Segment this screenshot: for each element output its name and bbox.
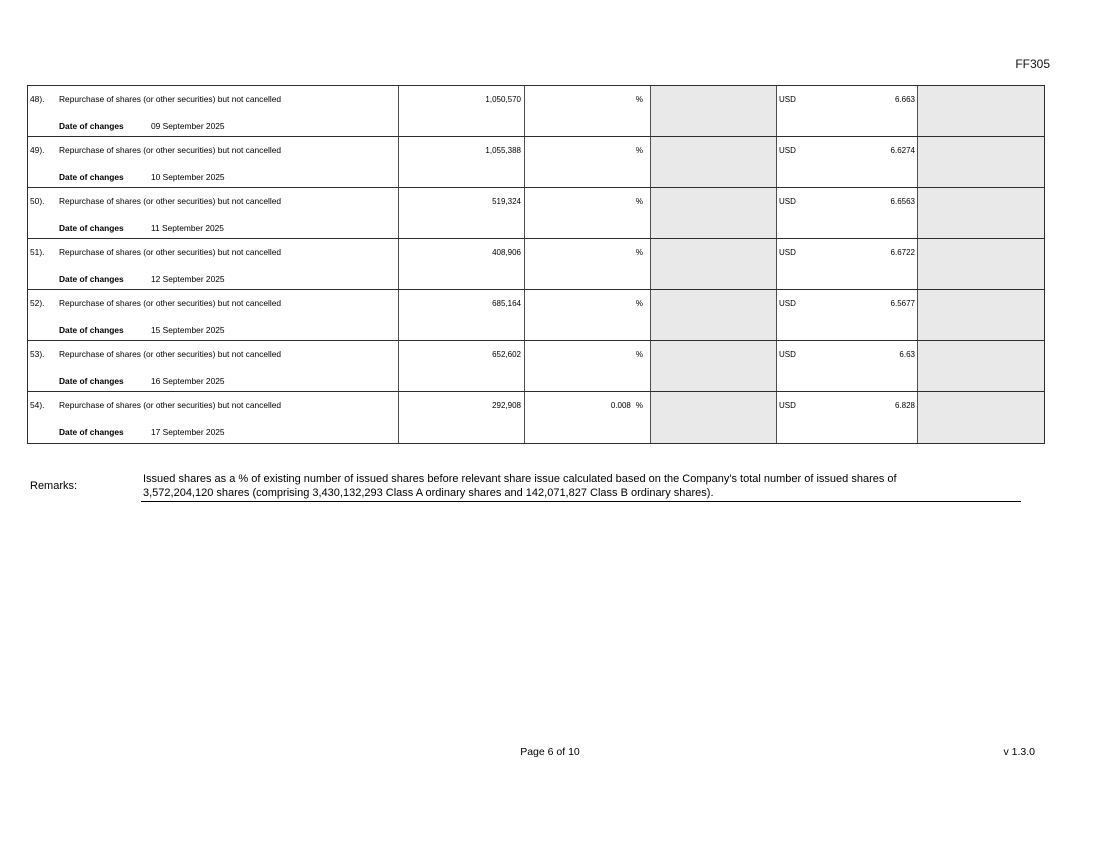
currency-code: USD	[779, 350, 796, 359]
quantity-value: 292,908	[492, 401, 521, 410]
percent-sign: %	[635, 248, 643, 257]
date-of-changes-value: 09 September 2025	[151, 121, 225, 131]
date-of-changes-value: 11 September 2025	[151, 223, 224, 233]
blank-cell	[918, 137, 1044, 187]
currency-code: USD	[779, 299, 796, 308]
date-of-changes-value: 12 September 2025	[151, 274, 225, 284]
percentage-value: 0.008	[610, 401, 631, 410]
description-cell	[28, 86, 399, 136]
table-row	[28, 86, 1044, 137]
blank-cell	[651, 188, 777, 238]
share-changes-table	[27, 85, 1045, 444]
price-cell	[777, 290, 918, 340]
quantity-cell	[399, 86, 525, 136]
date-of-changes-label: Date of changes	[59, 274, 124, 284]
date-of-changes-label: Date of changes	[59, 325, 124, 335]
description-cell	[28, 290, 399, 340]
price-cell	[777, 188, 918, 238]
quantity-value: 408,906	[492, 248, 521, 257]
blank-cell	[918, 290, 1044, 340]
row-description: Repurchase of shares (or other securities) but not cancelled	[59, 298, 282, 308]
row-number: 49).	[30, 145, 45, 155]
date-of-changes-label: Date of changes	[59, 376, 124, 386]
percentage-cell	[525, 137, 651, 187]
quantity-cell	[399, 188, 525, 238]
table-row	[28, 239, 1044, 290]
blank-cell	[651, 239, 777, 289]
date-of-changes-value: 10 September 2025	[151, 172, 225, 182]
row-description: Repurchase of shares (or other securities) but not cancelled	[59, 94, 282, 104]
price-value: 6.6563	[890, 197, 915, 206]
quantity-value: 519,324	[492, 197, 521, 206]
blank-cell	[918, 239, 1044, 289]
date-of-changes-value: 16 September 2025	[151, 376, 225, 386]
remarks-line-2: 3,572,204,120 shares (comprising 3,430,132,293 Class A ordinary shares and 142,071,827 Class B ordinary shares).	[143, 487, 714, 499]
date-of-changes-row	[59, 274, 389, 284]
price-cell	[777, 341, 918, 391]
price-cell	[777, 392, 918, 443]
price-value: 6.5677	[890, 299, 915, 308]
quantity-cell	[399, 290, 525, 340]
blank-cell	[651, 341, 777, 391]
percent-sign: %	[635, 350, 643, 359]
row-description: Repurchase of shares (or other securities) but not cancelled	[59, 349, 282, 359]
row-description: Repurchase of shares (or other securities) but not cancelled	[59, 247, 282, 257]
percent-sign: %	[635, 146, 643, 155]
row-description: Repurchase of shares (or other securities) but not cancelled	[59, 145, 282, 155]
percentage-cell	[525, 239, 651, 289]
price-value: 6.63	[899, 350, 915, 359]
price-value: 6.828	[894, 401, 915, 410]
date-of-changes-row	[59, 172, 389, 182]
currency-code: USD	[779, 197, 796, 206]
table-row	[28, 392, 1044, 443]
price-value: 6.663	[894, 95, 915, 104]
price-value: 6.6274	[890, 146, 915, 155]
quantity-cell	[399, 341, 525, 391]
price-cell	[777, 86, 918, 136]
row-number: 51).	[30, 247, 45, 257]
remarks-line-1: Issued shares as a % of existing number of issued shares before relevant share issue calculated based on the Company's total number of issued shares of	[143, 473, 897, 485]
row-number: 50).	[30, 196, 45, 206]
currency-code: USD	[779, 248, 796, 257]
percent-sign: %	[635, 95, 643, 104]
price-value: 6.6722	[890, 248, 915, 257]
remarks-label: Remarks:	[30, 480, 78, 492]
blank-cell	[651, 392, 777, 443]
description-cell	[28, 239, 399, 289]
row-number: 54).	[30, 400, 45, 410]
percent-sign: %	[635, 401, 643, 410]
row-description: Repurchase of shares (or other securities) but not cancelled	[59, 400, 282, 410]
date-of-changes-row	[59, 223, 389, 233]
blank-cell	[651, 137, 777, 187]
form-code: FF305	[1015, 57, 1050, 71]
blank-cell	[918, 392, 1044, 443]
date-of-changes-value: 15 September 2025	[151, 325, 225, 335]
table-row	[28, 290, 1044, 341]
percentage-cell	[525, 341, 651, 391]
blank-cell	[918, 341, 1044, 391]
date-of-changes-row	[59, 427, 389, 437]
description-cell	[28, 341, 399, 391]
table-row	[28, 341, 1044, 392]
quantity-value: 1,055,388	[485, 146, 521, 155]
percentage-cell	[525, 392, 651, 443]
blank-cell	[918, 188, 1044, 238]
remarks-text	[141, 472, 1021, 502]
version-label: v 1.3.0	[1003, 746, 1035, 758]
currency-code: USD	[779, 146, 796, 155]
quantity-value: 685,164	[492, 299, 521, 308]
blank-cell	[918, 86, 1044, 136]
description-cell	[28, 137, 399, 187]
price-cell	[777, 137, 918, 187]
date-of-changes-value: 17 September 2025	[151, 427, 225, 437]
row-number: 48).	[30, 94, 45, 104]
blank-cell	[651, 290, 777, 340]
date-of-changes-row	[59, 376, 389, 386]
table-row	[28, 188, 1044, 239]
quantity-cell	[399, 392, 525, 443]
date-of-changes-label: Date of changes	[59, 223, 124, 233]
description-cell	[28, 392, 399, 443]
date-of-changes-label: Date of changes	[59, 427, 124, 437]
quantity-value: 1,050,570	[485, 95, 521, 104]
quantity-cell	[399, 137, 525, 187]
row-number: 53).	[30, 349, 45, 359]
price-cell	[777, 239, 918, 289]
percentage-cell	[525, 188, 651, 238]
percentage-cell	[525, 86, 651, 136]
date-of-changes-row	[59, 325, 389, 335]
page-number: Page 6 of 10	[520, 746, 580, 758]
quantity-value: 652,602	[492, 350, 521, 359]
percent-sign: %	[635, 299, 643, 308]
currency-code: USD	[779, 401, 796, 410]
percent-sign: %	[635, 197, 643, 206]
row-description: Repurchase of shares (or other securities) but not cancelled	[59, 196, 282, 206]
row-number: 52).	[30, 298, 45, 308]
description-cell	[28, 188, 399, 238]
date-of-changes-label: Date of changes	[59, 172, 124, 182]
date-of-changes-label: Date of changes	[59, 121, 124, 131]
percentage-cell	[525, 290, 651, 340]
currency-code: USD	[779, 95, 796, 104]
table-row	[28, 137, 1044, 188]
blank-cell	[651, 86, 777, 136]
date-of-changes-row	[59, 121, 389, 131]
quantity-cell	[399, 239, 525, 289]
